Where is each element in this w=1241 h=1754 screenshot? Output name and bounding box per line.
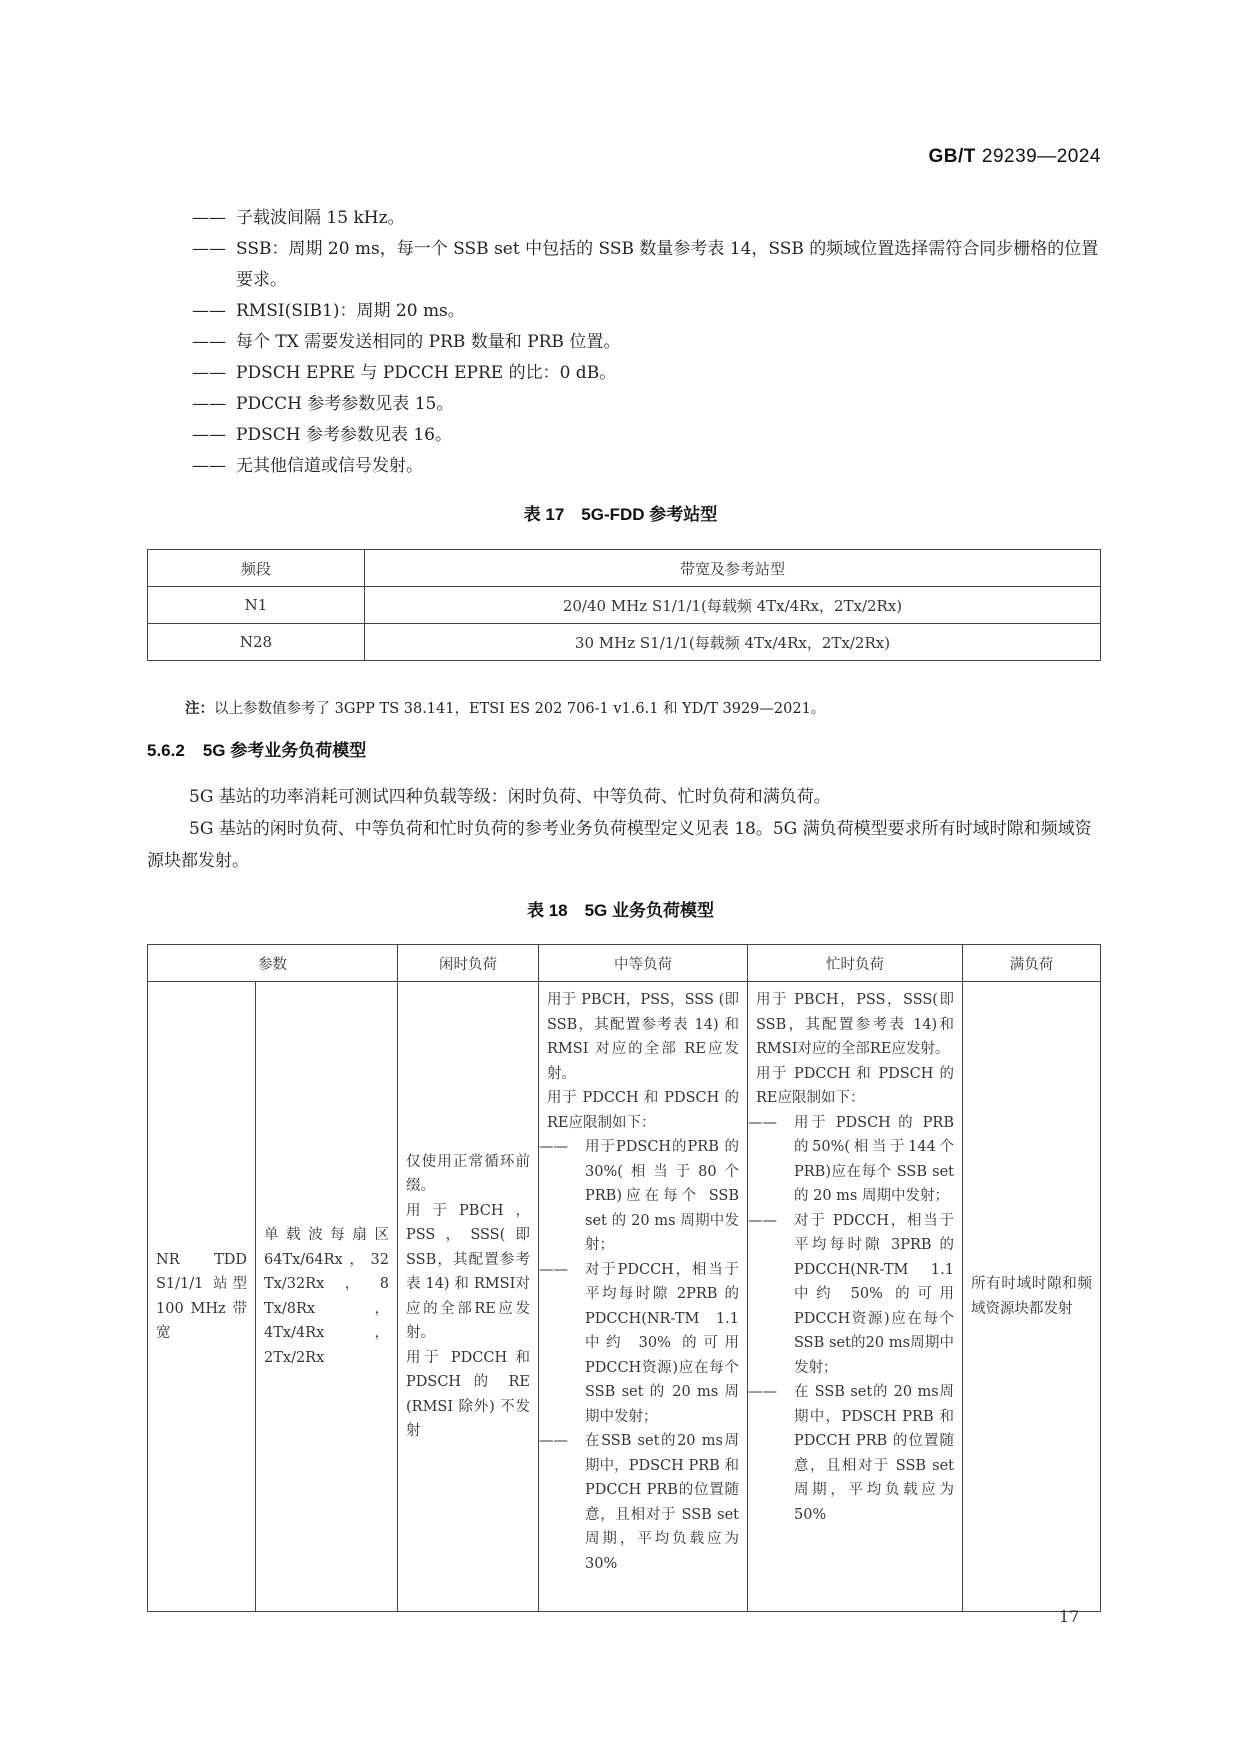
bullet-text: 每个 TX 需要发送相同的 PRB 数量和 PRB 位置。 <box>236 332 621 352</box>
note-label: 注： <box>185 701 214 717</box>
table17-header-band: 频段 <box>148 550 365 587</box>
paragraph: 5G 基站的闲时负荷、中等负荷和忙时负荷的参考业务负荷模型定义见表 18。5G 满负荷模型要求所有时域时隙和频域资源块都发射。 <box>147 819 1092 871</box>
table17-cell-config: 20/40 MHz S1/1/1(每载频 4Tx/4Rx，2Tx/2Rx) <box>365 587 1101 624</box>
bullet-text: 子载波间隔 15 kHz。 <box>236 208 405 228</box>
busy-item <box>748 1111 954 1209</box>
bullet-item <box>192 358 1102 389</box>
paragraph: 5G 基站的功率消耗可测试四种负载等级：闲时负荷、中等负荷、忙时负荷和满负荷。 <box>189 787 831 807</box>
dash: —— <box>192 239 226 259</box>
table17 <box>147 549 1101 661</box>
table18 <box>147 944 1101 1612</box>
bullet-list <box>192 203 1102 482</box>
busy-item-text: 在 SSB set的 20 ms周期中，PDSCH PRB 和 PDCCH PRB 的位置随意，且相对于 SSB set 周期，平均负载应为50% <box>794 1384 954 1523</box>
bullet-item <box>192 420 1102 451</box>
busy-item-text: 用于 PDSCH 的 PRB 的50%(相当于144个 PRB)应在每个 SSB set的 20 ms 周期中发射； <box>794 1114 954 1204</box>
table-row <box>148 982 1101 1612</box>
dash: —— <box>192 456 226 476</box>
busy-intro: 用于 PBCH，PSS，SSS(即 SSB，其配置参考表 14)和 RMSI对应的全部RE应发射。 <box>756 992 954 1057</box>
table-row <box>148 587 1101 624</box>
table18-cell-medium <box>539 982 748 1612</box>
bullet-item <box>192 451 1102 482</box>
table18-header-full: 满负荷 <box>963 945 1101 982</box>
table18-header-idle: 闲时负荷 <box>398 945 539 982</box>
document-header <box>929 146 1102 168</box>
bullet-text: 无其他信道或信号发射。 <box>236 456 423 476</box>
table18-header-medium: 中等负荷 <box>539 945 748 982</box>
medium-item-text: 对于PDCCH，相当于平均每时隙 2PRB 的 PDCCH(NR-TM 1.1 中约 30% 的可用 PDCCH资源)应在每个 SSB set 的 20 ms 周期中发射； <box>585 1261 739 1425</box>
bullet-text: SSB：周期 20 ms，每一个 SSB set 中包括的 SSB 数量参考表 14，SSB 的频域位置选择需符合同步栅格的位置要求。 <box>236 239 1099 290</box>
dash: —— <box>192 332 226 352</box>
standard-number: 29239—2024 <box>981 146 1101 167</box>
section-heading <box>147 736 366 761</box>
table17-cell-band: N28 <box>148 624 365 661</box>
dash: —— <box>192 363 226 383</box>
standard-code: GB/T <box>928 146 976 167</box>
busy-item <box>748 1380 954 1527</box>
bullet-item <box>192 234 1102 296</box>
dash: —— <box>539 1261 568 1278</box>
medium-intro: 用于 PBCH，PSS，SSS (即 SSB，其配置参考表 14) 和 RMSI 对应的全部 RE应发射。 <box>547 992 739 1082</box>
medium-item <box>539 1429 739 1576</box>
bullet-item <box>192 389 1102 420</box>
medium-item-text: 在SSB set的20 ms周期中，PDSCH PRB 和PDCCH PRB的位置随意，且相对于 SSB set周期，平均负载应为30% <box>585 1433 739 1572</box>
dash: —— <box>539 1433 568 1449</box>
table18-caption: 表 18 5G 业务负荷模型 <box>526 901 715 920</box>
dash: —— <box>748 1212 777 1229</box>
medium-item <box>539 1135 739 1258</box>
table18-cell-full: 所有时域时隙和频域资源块都发射 <box>963 982 1101 1612</box>
dash: —— <box>192 301 226 321</box>
table18-header-row <box>148 945 1101 982</box>
busy-item-text: 对于 PDCCH，相当于平均每时隙 3PRB 的 PDCCH(NR-TM 1.1 中约 50% 的可用 PDCCH资源)应在每个SSB set的20 ms周期中发射； <box>794 1212 954 1376</box>
table18-cell-idle <box>398 982 539 1612</box>
table17-cell-band: N1 <box>148 587 365 624</box>
page-number: 17 <box>1059 1607 1080 1626</box>
medium-item <box>539 1258 739 1430</box>
table18-cell-site: NR TDD S1/1/1 站型100 MHz 带宽 <box>148 982 256 1612</box>
bullet-text: PDSCH 参考参数见表 16。 <box>236 425 452 445</box>
idle-line: 仅使用正常循环前缀。 <box>406 1153 530 1194</box>
table-row <box>148 624 1101 661</box>
bullet-text: PDSCH EPRE 与 PDCCH EPRE 的比：0 dB。 <box>236 363 617 383</box>
table17-cell-config: 30 MHz S1/1/1(每载频 4Tx/4Rx，2Tx/2Rx) <box>365 624 1101 661</box>
bullet-item <box>192 327 1102 358</box>
table18-header-busy: 忙时负荷 <box>748 945 963 982</box>
table17-note <box>185 697 825 718</box>
table17-caption: 表 17 5G-FDD 参考站型 <box>523 505 718 524</box>
table18-header-params: 参数 <box>148 945 398 982</box>
dash: —— <box>192 425 226 445</box>
bullet-text: RMSI(SIB1)：周期 20 ms。 <box>236 301 465 321</box>
medium-item-text: 用于PDSCH的PRB 的30%(相当于80个 PRB)应在每个 SSB set 的 20 ms 周期中发射； <box>585 1139 739 1253</box>
idle-line: 用于 PDCCH 和 PDSCH 的 RE (RMSI 除外) 不发射 <box>406 1349 530 1439</box>
note-text: 以上参数值参考了 3GPP TS 38.141，ETSI ES 202 706-1 v1.6.1 和 YD/T 3929—2021。 <box>214 701 826 717</box>
dash: —— <box>192 208 226 228</box>
table17-header-bandwidth: 带宽及参考站型 <box>365 550 1101 587</box>
dash: —— <box>192 394 226 414</box>
bullet-item <box>192 203 1102 234</box>
dash: —— <box>539 1139 568 1155</box>
dash: —— <box>748 1384 777 1400</box>
section-number: 5.6.2 <box>147 741 185 760</box>
medium-intro: 用于 PDCCH 和 PDSCH 的RE应限制如下： <box>547 1090 739 1131</box>
busy-intro: 用于 PDCCH 和 PDSCH 的RE应限制如下： <box>756 1065 954 1106</box>
table17-header-row <box>148 550 1101 587</box>
bullet-text: PDCCH 参考参数见表 15。 <box>236 394 454 414</box>
busy-item <box>748 1209 954 1381</box>
idle-line: 用于PBCH，PSS，SSS(即SSB，其配置参考表 14) 和 RMSI对应的全部RE应发射。 <box>406 1202 530 1341</box>
table18-cell-antenna: 单载波每扇区 64Tx/64Rx，32 Tx/32Rx，8 Tx/8Rx，4Tx/4Rx，2Tx/2Rx <box>256 982 398 1612</box>
section-title: 5G 参考业务负荷模型 <box>202 741 367 760</box>
table18-cell-busy <box>748 982 963 1612</box>
bullet-item <box>192 296 1102 327</box>
dash: —— <box>748 1114 777 1131</box>
